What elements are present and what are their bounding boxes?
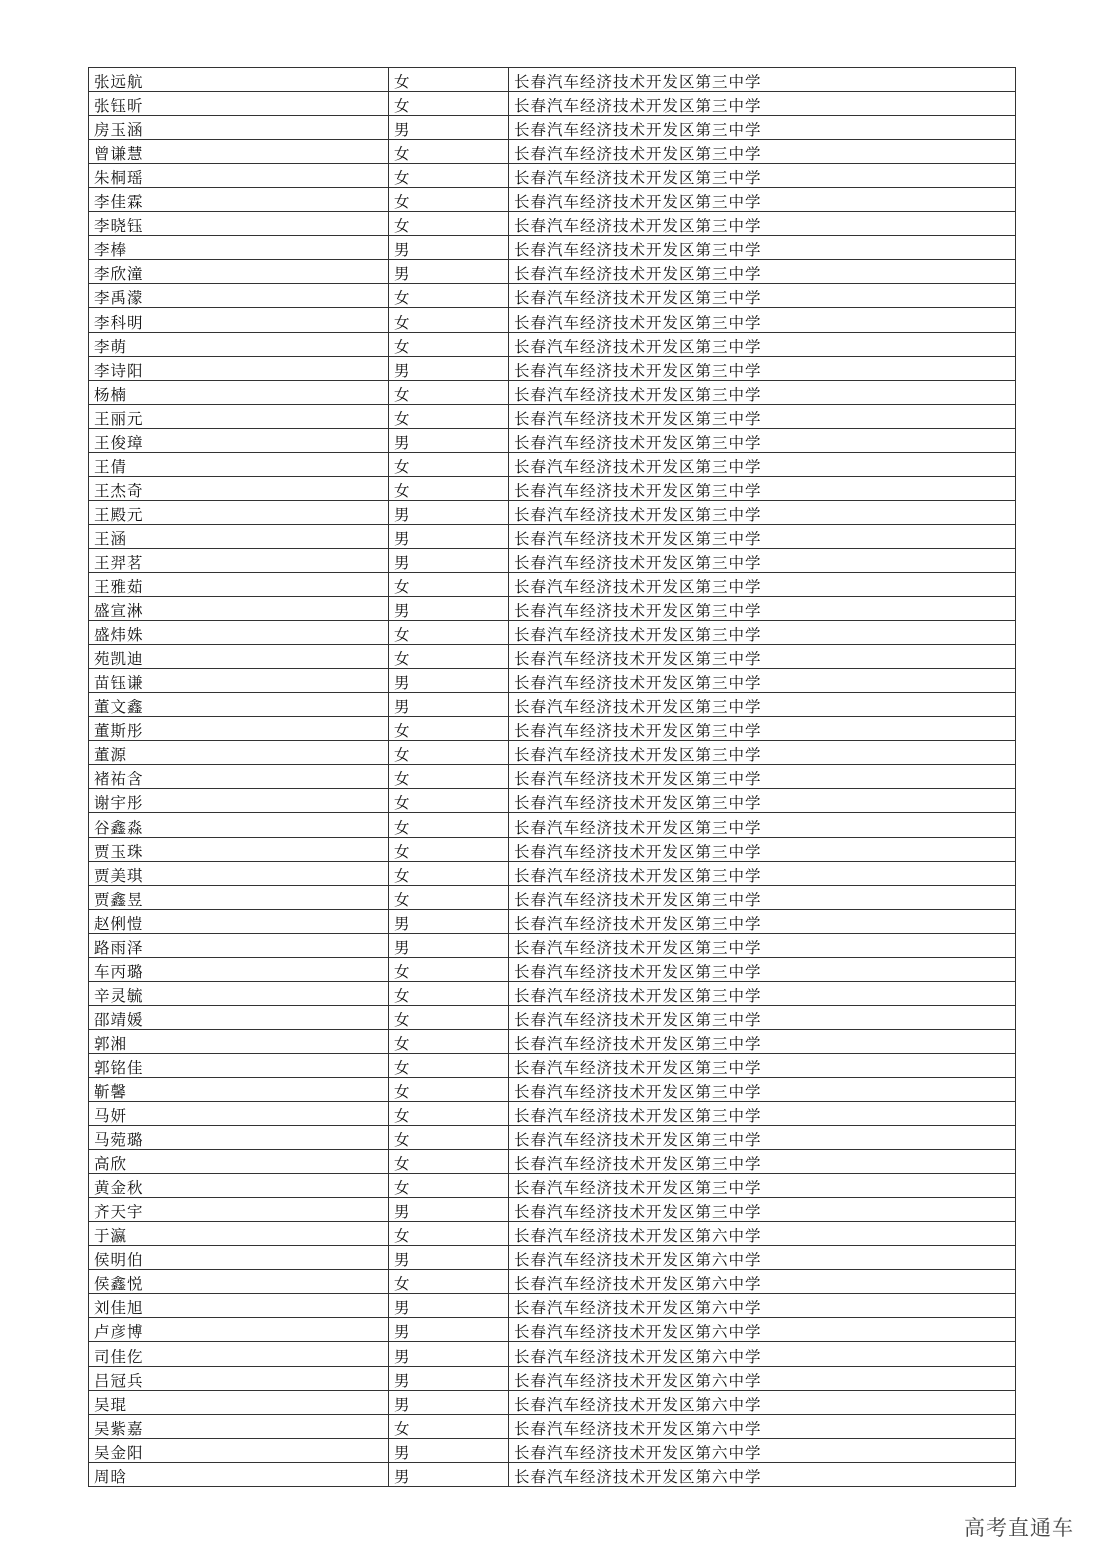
table-row bbox=[89, 813, 1016, 837]
gender-cell: 男 bbox=[389, 236, 509, 260]
gender-cell: 男 bbox=[389, 260, 509, 284]
school-cell: 长春汽车经济技术开发区第三中学 bbox=[509, 1053, 1016, 1077]
school-cell: 长春汽车经济技术开发区第三中学 bbox=[509, 164, 1016, 188]
name-cell: 李欣潼 bbox=[89, 260, 389, 284]
gender-cell: 女 bbox=[389, 212, 509, 236]
school-cell: 长春汽车经济技术开发区第六中学 bbox=[509, 1318, 1016, 1342]
school-cell: 长春汽车经济技术开发区第六中学 bbox=[509, 1462, 1016, 1486]
name-cell: 王倩 bbox=[89, 452, 389, 476]
school-cell: 长春汽车经济技术开发区第三中学 bbox=[509, 909, 1016, 933]
school-cell: 长春汽车经济技术开发区第六中学 bbox=[509, 1222, 1016, 1246]
school-cell: 长春汽车经济技术开发区第三中学 bbox=[509, 1150, 1016, 1174]
school-cell: 长春汽车经济技术开发区第三中学 bbox=[509, 284, 1016, 308]
school-cell: 长春汽车经济技术开发区第三中学 bbox=[509, 308, 1016, 332]
gender-cell: 女 bbox=[389, 572, 509, 596]
school-cell: 长春汽车经济技术开发区第三中学 bbox=[509, 645, 1016, 669]
gender-cell: 女 bbox=[389, 332, 509, 356]
name-cell: 谷鑫淼 bbox=[89, 813, 389, 837]
gender-cell: 女 bbox=[389, 284, 509, 308]
school-cell: 长春汽车经济技术开发区第三中学 bbox=[509, 1102, 1016, 1126]
name-cell: 苑凯迪 bbox=[89, 645, 389, 669]
school-cell: 长春汽车经济技术开发区第三中学 bbox=[509, 813, 1016, 837]
school-cell: 长春汽车经济技术开发区第三中学 bbox=[509, 260, 1016, 284]
table-row bbox=[89, 621, 1016, 645]
name-cell: 郭铭佳 bbox=[89, 1053, 389, 1077]
school-cell: 长春汽车经济技术开发区第三中学 bbox=[509, 933, 1016, 957]
school-cell: 长春汽车经济技术开发区第六中学 bbox=[509, 1294, 1016, 1318]
school-cell: 长春汽车经济技术开发区第三中学 bbox=[509, 789, 1016, 813]
gender-cell: 女 bbox=[389, 645, 509, 669]
table-row bbox=[89, 1462, 1016, 1486]
name-cell: 高欣 bbox=[89, 1150, 389, 1174]
name-cell: 卢彦博 bbox=[89, 1318, 389, 1342]
student-table bbox=[88, 67, 1016, 1487]
table-row bbox=[89, 1390, 1016, 1414]
gender-cell: 男 bbox=[389, 1462, 509, 1486]
gender-cell: 女 bbox=[389, 1126, 509, 1150]
school-cell: 长春汽车经济技术开发区第六中学 bbox=[509, 1414, 1016, 1438]
gender-cell: 女 bbox=[389, 957, 509, 981]
table-row bbox=[89, 741, 1016, 765]
table-row bbox=[89, 572, 1016, 596]
gender-cell: 男 bbox=[389, 933, 509, 957]
gender-cell: 女 bbox=[389, 717, 509, 741]
gender-cell: 男 bbox=[389, 428, 509, 452]
name-cell: 于瀛 bbox=[89, 1222, 389, 1246]
name-cell: 王殿元 bbox=[89, 500, 389, 524]
name-cell: 齐天宇 bbox=[89, 1198, 389, 1222]
school-cell: 长春汽车经济技术开发区第三中学 bbox=[509, 621, 1016, 645]
table-row bbox=[89, 1174, 1016, 1198]
gender-cell: 女 bbox=[389, 621, 509, 645]
name-cell: 房玉涵 bbox=[89, 116, 389, 140]
table-row bbox=[89, 164, 1016, 188]
school-cell: 长春汽车经济技术开发区第三中学 bbox=[509, 957, 1016, 981]
gender-cell: 男 bbox=[389, 1294, 509, 1318]
school-cell: 长春汽车经济技术开发区第六中学 bbox=[509, 1366, 1016, 1390]
gender-cell: 女 bbox=[389, 1150, 509, 1174]
table-row bbox=[89, 1029, 1016, 1053]
gender-cell: 女 bbox=[389, 140, 509, 164]
school-cell: 长春汽车经济技术开发区第三中学 bbox=[509, 597, 1016, 621]
table-row bbox=[89, 669, 1016, 693]
gender-cell: 男 bbox=[389, 693, 509, 717]
name-cell: 董源 bbox=[89, 741, 389, 765]
gender-cell: 女 bbox=[389, 813, 509, 837]
table-row bbox=[89, 140, 1016, 164]
gender-cell: 女 bbox=[389, 188, 509, 212]
gender-cell: 女 bbox=[389, 861, 509, 885]
name-cell: 辛灵毓 bbox=[89, 981, 389, 1005]
school-cell: 长春汽车经济技术开发区第三中学 bbox=[509, 116, 1016, 140]
gender-cell: 女 bbox=[389, 1053, 509, 1077]
school-cell: 长春汽车经济技术开发区第三中学 bbox=[509, 332, 1016, 356]
table-row bbox=[89, 1102, 1016, 1126]
school-cell: 长春汽车经济技术开发区第三中学 bbox=[509, 380, 1016, 404]
table-row bbox=[89, 717, 1016, 741]
name-cell: 刘佳旭 bbox=[89, 1294, 389, 1318]
gender-cell: 男 bbox=[389, 1438, 509, 1462]
table-row bbox=[89, 861, 1016, 885]
gender-cell: 女 bbox=[389, 1005, 509, 1029]
gender-cell: 女 bbox=[389, 68, 509, 92]
gender-cell: 女 bbox=[389, 92, 509, 116]
name-cell: 路雨泽 bbox=[89, 933, 389, 957]
table-row bbox=[89, 1414, 1016, 1438]
name-cell: 李晓钰 bbox=[89, 212, 389, 236]
gender-cell: 女 bbox=[389, 1414, 509, 1438]
table-row bbox=[89, 1438, 1016, 1462]
school-cell: 长春汽车经济技术开发区第三中学 bbox=[509, 548, 1016, 572]
gender-cell: 男 bbox=[389, 356, 509, 380]
gender-cell: 女 bbox=[389, 741, 509, 765]
gender-cell: 男 bbox=[389, 500, 509, 524]
student-table-body bbox=[89, 68, 1016, 1487]
school-cell: 长春汽车经济技术开发区第三中学 bbox=[509, 885, 1016, 909]
name-cell: 褚祐含 bbox=[89, 765, 389, 789]
name-cell: 李萌 bbox=[89, 332, 389, 356]
table-row bbox=[89, 645, 1016, 669]
name-cell: 邵靖媛 bbox=[89, 1005, 389, 1029]
gender-cell: 男 bbox=[389, 1318, 509, 1342]
table-row bbox=[89, 68, 1016, 92]
table-row bbox=[89, 500, 1016, 524]
name-cell: 贾玉珠 bbox=[89, 837, 389, 861]
table-row bbox=[89, 188, 1016, 212]
table-row bbox=[89, 92, 1016, 116]
school-cell: 长春汽车经济技术开发区第三中学 bbox=[509, 404, 1016, 428]
school-cell: 长春汽车经济技术开发区第三中学 bbox=[509, 1198, 1016, 1222]
table-row bbox=[89, 428, 1016, 452]
gender-cell: 男 bbox=[389, 524, 509, 548]
table-row bbox=[89, 837, 1016, 861]
gender-cell: 男 bbox=[389, 116, 509, 140]
gender-cell: 女 bbox=[389, 837, 509, 861]
gender-cell: 女 bbox=[389, 1102, 509, 1126]
school-cell: 长春汽车经济技术开发区第三中学 bbox=[509, 861, 1016, 885]
name-cell: 王涵 bbox=[89, 524, 389, 548]
gender-cell: 男 bbox=[389, 597, 509, 621]
school-cell: 长春汽车经济技术开发区第三中学 bbox=[509, 1005, 1016, 1029]
name-cell: 贾美琪 bbox=[89, 861, 389, 885]
school-cell: 长春汽车经济技术开发区第三中学 bbox=[509, 765, 1016, 789]
name-cell: 盛宣淋 bbox=[89, 597, 389, 621]
table-row bbox=[89, 476, 1016, 500]
gender-cell: 女 bbox=[389, 308, 509, 332]
name-cell: 吴琨 bbox=[89, 1390, 389, 1414]
school-cell: 长春汽车经济技术开发区第六中学 bbox=[509, 1390, 1016, 1414]
gender-cell: 女 bbox=[389, 981, 509, 1005]
table-row bbox=[89, 1246, 1016, 1270]
gender-cell: 女 bbox=[389, 1029, 509, 1053]
table-row bbox=[89, 1222, 1016, 1246]
gender-cell: 女 bbox=[389, 885, 509, 909]
gender-cell: 女 bbox=[389, 765, 509, 789]
name-cell: 黄金秋 bbox=[89, 1174, 389, 1198]
gender-cell: 男 bbox=[389, 669, 509, 693]
name-cell: 王丽元 bbox=[89, 404, 389, 428]
name-cell: 张钰昕 bbox=[89, 92, 389, 116]
table-row bbox=[89, 1294, 1016, 1318]
name-cell: 苗钰谦 bbox=[89, 669, 389, 693]
table-row bbox=[89, 1342, 1016, 1366]
school-cell: 长春汽车经济技术开发区第六中学 bbox=[509, 1246, 1016, 1270]
name-cell: 李诗阳 bbox=[89, 356, 389, 380]
table-row bbox=[89, 260, 1016, 284]
table-row bbox=[89, 1366, 1016, 1390]
school-cell: 长春汽车经济技术开发区第三中学 bbox=[509, 236, 1016, 260]
table-row bbox=[89, 404, 1016, 428]
table-row bbox=[89, 909, 1016, 933]
table-row bbox=[89, 789, 1016, 813]
name-cell: 盛炜姝 bbox=[89, 621, 389, 645]
name-cell: 李科明 bbox=[89, 308, 389, 332]
school-cell: 长春汽车经济技术开发区第三中学 bbox=[509, 1029, 1016, 1053]
school-cell: 长春汽车经济技术开发区第三中学 bbox=[509, 837, 1016, 861]
school-cell: 长春汽车经济技术开发区第三中学 bbox=[509, 741, 1016, 765]
table-row bbox=[89, 933, 1016, 957]
gender-cell: 女 bbox=[389, 476, 509, 500]
table-row bbox=[89, 957, 1016, 981]
name-cell: 曾谦慧 bbox=[89, 140, 389, 164]
school-cell: 长春汽车经济技术开发区第三中学 bbox=[509, 524, 1016, 548]
gender-cell: 男 bbox=[389, 1246, 509, 1270]
table-row bbox=[89, 981, 1016, 1005]
name-cell: 李禹濛 bbox=[89, 284, 389, 308]
name-cell: 郭湘 bbox=[89, 1029, 389, 1053]
name-cell: 吴金阳 bbox=[89, 1438, 389, 1462]
school-cell: 长春汽车经济技术开发区第六中学 bbox=[509, 1438, 1016, 1462]
school-cell: 长春汽车经济技术开发区第三中学 bbox=[509, 669, 1016, 693]
table-row bbox=[89, 284, 1016, 308]
table-row bbox=[89, 1077, 1016, 1101]
gender-cell: 女 bbox=[389, 789, 509, 813]
table-row bbox=[89, 885, 1016, 909]
school-cell: 长春汽车经济技术开发区第三中学 bbox=[509, 68, 1016, 92]
name-cell: 王俊璋 bbox=[89, 428, 389, 452]
name-cell: 杨楠 bbox=[89, 380, 389, 404]
gender-cell: 女 bbox=[389, 1077, 509, 1101]
school-cell: 长春汽车经济技术开发区第三中学 bbox=[509, 188, 1016, 212]
table-row bbox=[89, 597, 1016, 621]
school-cell: 长春汽车经济技术开发区第三中学 bbox=[509, 500, 1016, 524]
name-cell: 朱桐瑶 bbox=[89, 164, 389, 188]
table-row bbox=[89, 452, 1016, 476]
gender-cell: 女 bbox=[389, 404, 509, 428]
school-cell: 长春汽车经济技术开发区第三中学 bbox=[509, 140, 1016, 164]
table-row bbox=[89, 765, 1016, 789]
gender-cell: 男 bbox=[389, 1342, 509, 1366]
school-cell: 长春汽车经济技术开发区第三中学 bbox=[509, 1077, 1016, 1101]
name-cell: 王羿茗 bbox=[89, 548, 389, 572]
table-row bbox=[89, 693, 1016, 717]
gender-cell: 女 bbox=[389, 1222, 509, 1246]
school-cell: 长春汽车经济技术开发区第三中学 bbox=[509, 572, 1016, 596]
name-cell: 车丙璐 bbox=[89, 957, 389, 981]
school-cell: 长春汽车经济技术开发区第三中学 bbox=[509, 1174, 1016, 1198]
gender-cell: 女 bbox=[389, 1174, 509, 1198]
table-row bbox=[89, 1053, 1016, 1077]
school-cell: 长春汽车经济技术开发区第三中学 bbox=[509, 356, 1016, 380]
school-cell: 长春汽车经济技术开发区第三中学 bbox=[509, 92, 1016, 116]
name-cell: 司佳仡 bbox=[89, 1342, 389, 1366]
name-cell: 张远航 bbox=[89, 68, 389, 92]
table-row bbox=[89, 236, 1016, 260]
gender-cell: 男 bbox=[389, 1390, 509, 1414]
name-cell: 赵俐愷 bbox=[89, 909, 389, 933]
name-cell: 吕冠兵 bbox=[89, 1366, 389, 1390]
table-row bbox=[89, 308, 1016, 332]
table-row bbox=[89, 380, 1016, 404]
school-cell: 长春汽车经济技术开发区第六中学 bbox=[509, 1270, 1016, 1294]
table-row bbox=[89, 1270, 1016, 1294]
table-row bbox=[89, 1126, 1016, 1150]
gender-cell: 男 bbox=[389, 909, 509, 933]
gender-cell: 男 bbox=[389, 1366, 509, 1390]
table-row bbox=[89, 332, 1016, 356]
name-cell: 李棒 bbox=[89, 236, 389, 260]
school-cell: 长春汽车经济技术开发区第三中学 bbox=[509, 693, 1016, 717]
name-cell: 董斯彤 bbox=[89, 717, 389, 741]
name-cell: 王杰奇 bbox=[89, 476, 389, 500]
gender-cell: 男 bbox=[389, 1198, 509, 1222]
school-cell: 长春汽车经济技术开发区第三中学 bbox=[509, 452, 1016, 476]
school-cell: 长春汽车经济技术开发区第六中学 bbox=[509, 1342, 1016, 1366]
table-row bbox=[89, 212, 1016, 236]
table-row bbox=[89, 1005, 1016, 1029]
school-cell: 长春汽车经济技术开发区第三中学 bbox=[509, 1126, 1016, 1150]
table-row bbox=[89, 1318, 1016, 1342]
table-row bbox=[89, 116, 1016, 140]
school-cell: 长春汽车经济技术开发区第三中学 bbox=[509, 717, 1016, 741]
gender-cell: 女 bbox=[389, 380, 509, 404]
name-cell: 马妍 bbox=[89, 1102, 389, 1126]
gender-cell: 男 bbox=[389, 548, 509, 572]
school-cell: 长春汽车经济技术开发区第三中学 bbox=[509, 476, 1016, 500]
name-cell: 李佳霖 bbox=[89, 188, 389, 212]
name-cell: 马菀璐 bbox=[89, 1126, 389, 1150]
school-cell: 长春汽车经济技术开发区第三中学 bbox=[509, 981, 1016, 1005]
name-cell: 贾鑫昱 bbox=[89, 885, 389, 909]
school-cell: 长春汽车经济技术开发区第三中学 bbox=[509, 428, 1016, 452]
name-cell: 靳馨 bbox=[89, 1077, 389, 1101]
school-cell: 长春汽车经济技术开发区第三中学 bbox=[509, 212, 1016, 236]
watermark-text: 高考直通车 bbox=[964, 1516, 1074, 1540]
name-cell: 谢宇彤 bbox=[89, 789, 389, 813]
name-cell: 周晗 bbox=[89, 1462, 389, 1486]
table-row bbox=[89, 1150, 1016, 1174]
table-row bbox=[89, 548, 1016, 572]
name-cell: 吴紫嘉 bbox=[89, 1414, 389, 1438]
gender-cell: 女 bbox=[389, 164, 509, 188]
name-cell: 侯明伯 bbox=[89, 1246, 389, 1270]
table-row bbox=[89, 356, 1016, 380]
name-cell: 侯鑫悦 bbox=[89, 1270, 389, 1294]
gender-cell: 女 bbox=[389, 1270, 509, 1294]
table-row bbox=[89, 524, 1016, 548]
table-row bbox=[89, 1198, 1016, 1222]
name-cell: 王雅茹 bbox=[89, 572, 389, 596]
name-cell: 董文鑫 bbox=[89, 693, 389, 717]
gender-cell: 女 bbox=[389, 452, 509, 476]
